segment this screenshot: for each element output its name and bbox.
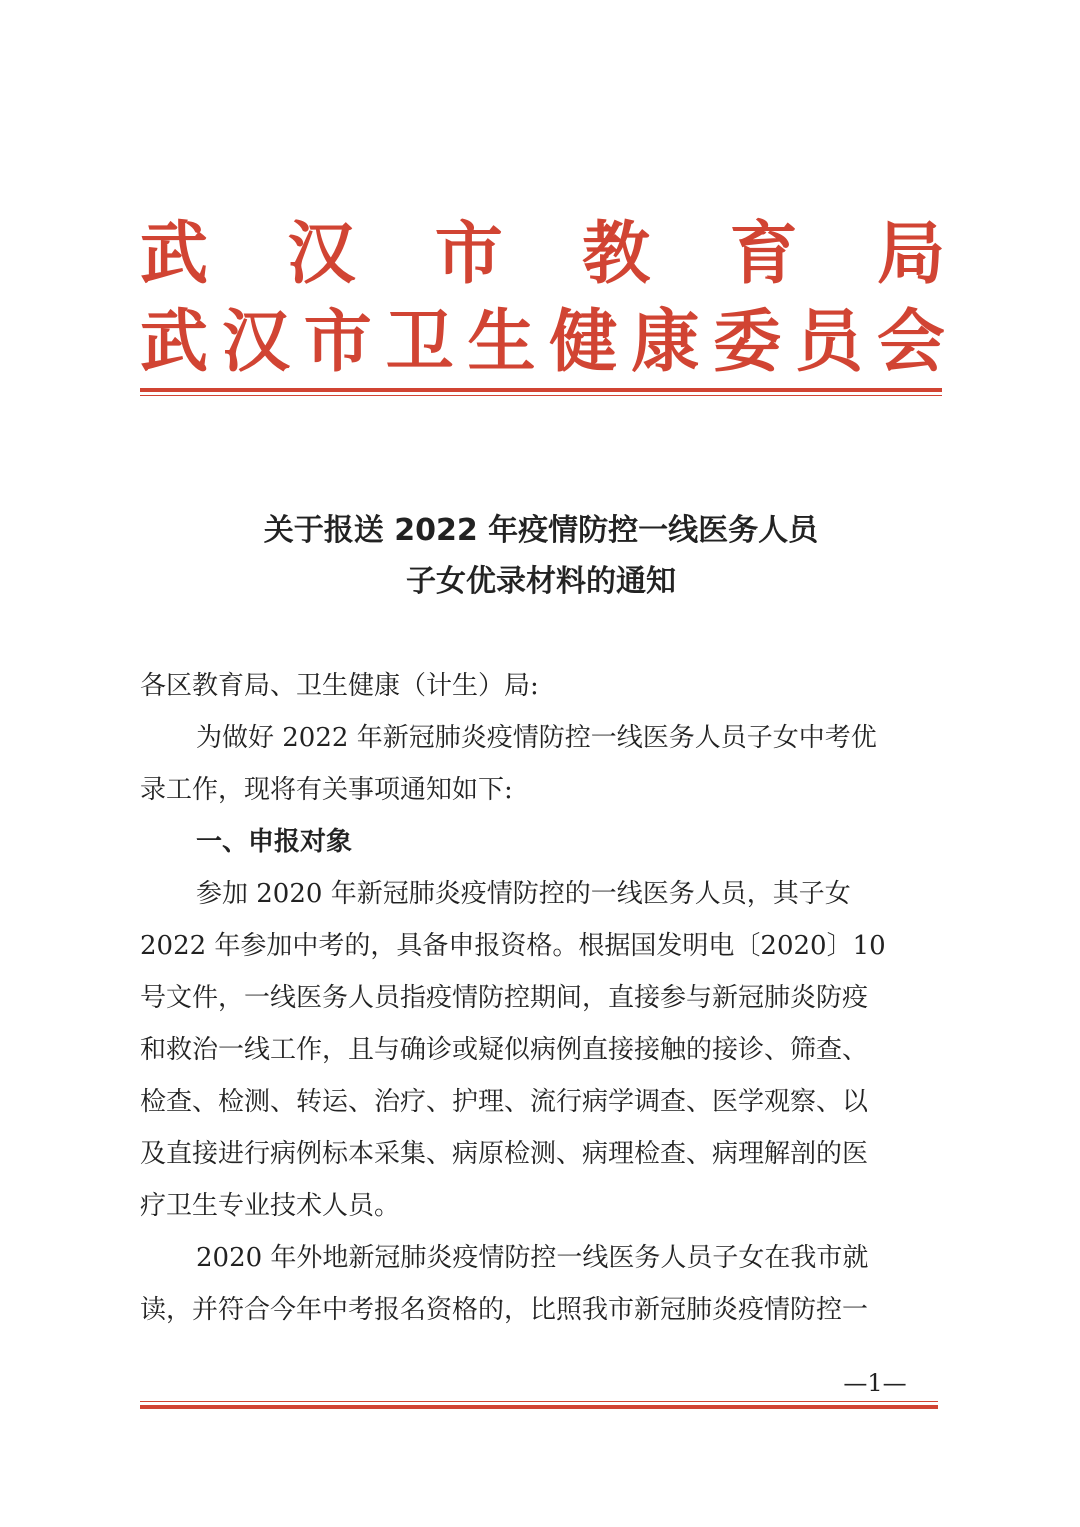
footer-divider-thick <box>140 1405 938 1409</box>
salutation: 各区教育局、卫生健康（计生）局: <box>140 671 539 701</box>
header-char: 会 <box>876 303 945 382</box>
header-char: 生 <box>467 303 536 382</box>
header-char: 卫 <box>385 303 454 382</box>
section-heading: 一、申报对象 <box>196 827 353 857</box>
paragraph-line: 参加 2020 年新冠肺炎疫情防控的一线医务人员，其子女 <box>196 879 851 909</box>
header-char: 武 <box>140 303 209 382</box>
header-char: 委 <box>713 303 782 382</box>
header-char: 市 <box>303 303 372 382</box>
issuer-header-line-2 <box>140 300 945 386</box>
paragraph-line: 2020 年外地新冠肺炎疫情防控一线医务人员子女在我市就 <box>196 1243 869 1273</box>
header-divider-thin <box>140 395 942 396</box>
paragraph-line: 疗卫生专业技术人员。 <box>140 1191 401 1221</box>
intro-line: 为做好 2022 年新冠肺炎疫情防控一线医务人员子女中考优 <box>196 723 877 753</box>
header-char: 教 <box>582 215 651 294</box>
header-char: 员 <box>795 303 864 382</box>
page-number: —1— <box>843 1369 907 1397</box>
paragraph-line: 检查、检测、转运、治疗、护理、流行病学调查、医学观察、以 <box>140 1087 869 1117</box>
header-char: 市 <box>434 215 503 294</box>
header-char: 武 <box>140 215 209 294</box>
document-title-line-1: 关于报送 2022 年疫情防控一线医务人员 <box>263 513 819 548</box>
footer-divider-thin <box>140 1401 938 1402</box>
header-char: 汉 <box>221 303 290 382</box>
paragraph-line: 号文件，一线医务人员指疫情防控期间，直接参与新冠肺炎防疫 <box>140 983 869 1013</box>
header-char: 育 <box>729 215 798 294</box>
header-char: 汉 <box>287 215 356 294</box>
issuer-header-line-1 <box>140 212 945 298</box>
document-title-line-2: 子女优录材料的通知 <box>406 564 676 599</box>
paragraph-line: 及直接进行病例标本采集、病原检测、病理检查、病理解剖的医 <box>140 1139 869 1169</box>
header-divider-thick <box>140 388 942 392</box>
paragraph-line: 2022 年参加中考的，具备申报资格。根据国发明电〔2020〕10 <box>140 931 886 961</box>
header-char: 健 <box>549 303 618 382</box>
header-char: 康 <box>631 303 700 382</box>
intro-line: 录工作，现将有关事项通知如下: <box>140 775 513 805</box>
header-char: 局 <box>876 215 945 294</box>
paragraph-line: 和救治一线工作，且与确诊或疑似病例直接接触的接诊、筛查、 <box>140 1035 869 1065</box>
paragraph-line: 读，并符合今年中考报名资格的，比照我市新冠肺炎疫情防控一 <box>140 1295 869 1325</box>
